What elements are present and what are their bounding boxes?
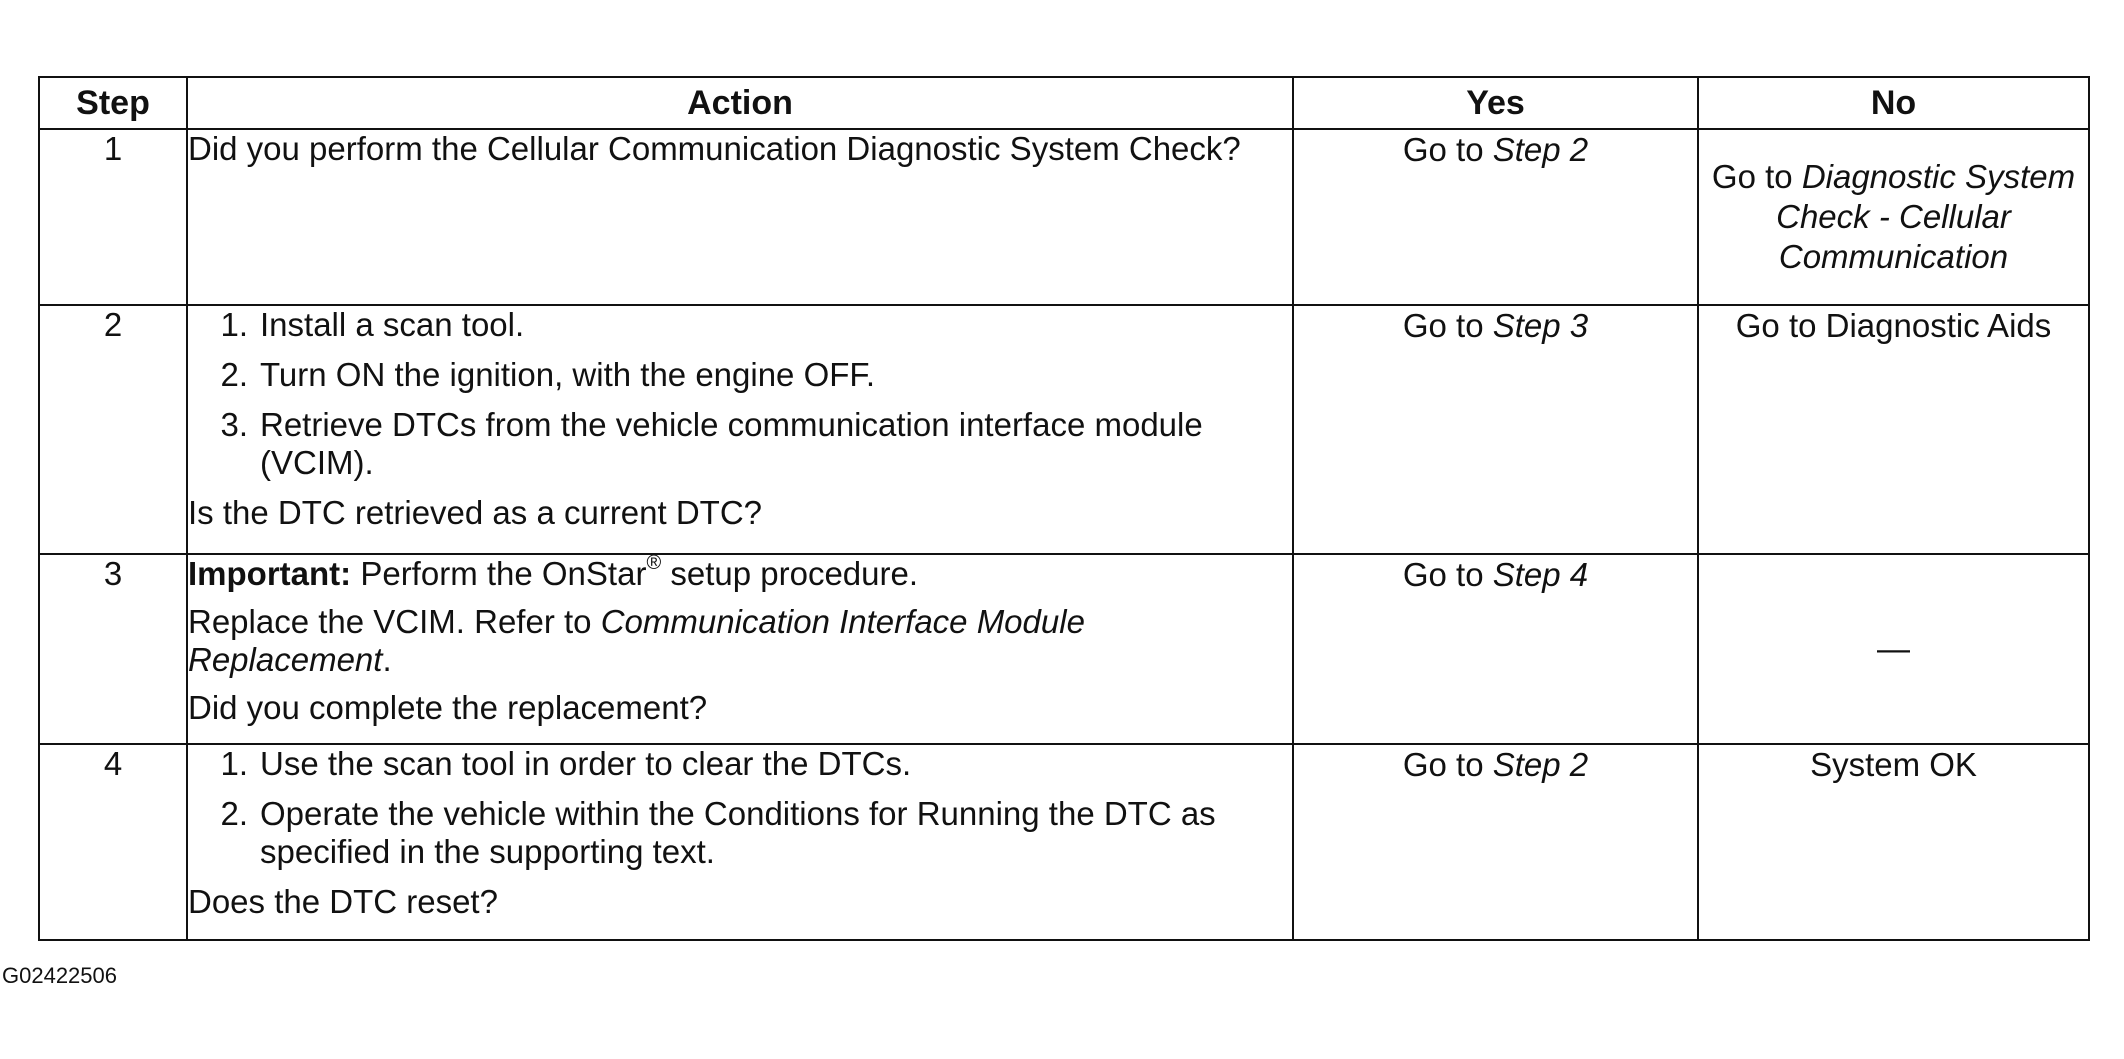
important-text: Perform the OnStar xyxy=(351,555,647,592)
action-cell xyxy=(187,305,1293,554)
table-row xyxy=(39,305,2089,554)
yes-cell xyxy=(1293,305,1698,554)
important-label: Important: xyxy=(188,555,352,592)
no-text: Go to Diagnostic Aids xyxy=(1735,307,2052,344)
header-step: Step xyxy=(39,77,187,129)
important-note xyxy=(188,552,1292,593)
no-cell xyxy=(1698,554,2089,744)
replace-prefix: Replace the VCIM. Refer to xyxy=(188,603,601,640)
list-item-text: Install a scan tool. xyxy=(260,306,525,343)
list-item-number: 1. xyxy=(220,745,248,782)
table-row xyxy=(39,744,2089,940)
header-yes: Yes xyxy=(1293,77,1698,129)
action-steps-list xyxy=(188,306,1292,482)
list-item-number: 2. xyxy=(220,356,248,393)
replacement-procedure-link[interactable]: Communication Interface Module Replacement xyxy=(188,603,1085,678)
list-item-number: 2. xyxy=(220,795,248,832)
list-item-text: Retrieve DTCs from the vehicle communication interface module (VCIM). xyxy=(260,406,1203,481)
yes-prefix: Go to xyxy=(1402,307,1493,344)
step-number: 2 xyxy=(39,305,187,554)
no-dash: — xyxy=(1877,630,1910,667)
action-question: Does the DTC reset? xyxy=(188,883,498,920)
yes-step-link[interactable]: Step 3 xyxy=(1492,307,1589,344)
yes-step-link[interactable]: Step 2 xyxy=(1492,131,1589,168)
replace-suffix: . xyxy=(382,641,392,678)
action-cell xyxy=(187,129,1293,305)
action-question: Did you perform the Cellular Communication Diagnostic System Check? xyxy=(188,130,1241,167)
important-text-end: setup procedure. xyxy=(661,555,919,592)
yes-prefix: Go to xyxy=(1402,556,1493,593)
action-question: Is the DTC retrieved as a current DTC? xyxy=(188,494,763,531)
yes-prefix: Go to xyxy=(1402,131,1493,168)
no-cell xyxy=(1698,305,2089,554)
yes-cell xyxy=(1293,129,1698,305)
diagnostic-table xyxy=(38,76,2090,941)
header-action: Action xyxy=(187,77,1293,129)
list-item xyxy=(188,406,1292,482)
list-item xyxy=(188,795,1292,871)
yes-step-link[interactable]: Step 4 xyxy=(1492,556,1589,593)
yes-cell xyxy=(1293,744,1698,940)
table-row xyxy=(39,129,2089,305)
action-cell xyxy=(187,554,1293,744)
action-steps-list xyxy=(188,745,1292,871)
list-item xyxy=(188,356,1292,394)
header-no: No xyxy=(1698,77,2089,129)
yes-prefix: Go to xyxy=(1402,746,1493,783)
replace-instruction xyxy=(188,603,1292,679)
list-item-number: 3. xyxy=(220,406,248,443)
list-item-text: Use the scan tool in order to clear the DTCs. xyxy=(260,745,912,782)
header-row xyxy=(39,77,2089,129)
no-text: System OK xyxy=(1810,746,1977,783)
yes-cell xyxy=(1293,554,1698,744)
list-item xyxy=(188,306,1292,344)
figure-id: G02422506 xyxy=(2,963,117,988)
table-row xyxy=(39,554,2089,744)
list-item xyxy=(188,745,1292,783)
no-cell xyxy=(1698,744,2089,940)
action-question: Did you complete the replacement? xyxy=(188,689,708,726)
list-item-text: Turn ON the ignition, with the engine OFF. xyxy=(260,356,876,393)
action-cell xyxy=(187,744,1293,940)
step-number: 4 xyxy=(39,744,187,940)
list-item-text: Operate the vehicle within the Conditions for Running the DTC as specified in the supporting text. xyxy=(260,795,1216,870)
no-cell xyxy=(1698,129,2089,305)
yes-step-link[interactable]: Step 2 xyxy=(1492,746,1589,783)
registered-mark: ® xyxy=(646,552,662,574)
no-prefix: Go to xyxy=(1711,158,1802,195)
list-item-number: 1. xyxy=(220,306,248,343)
step-number: 3 xyxy=(39,554,187,744)
step-number: 1 xyxy=(39,129,187,305)
no-link[interactable]: Diagnostic System Check - Cellular Communication xyxy=(1776,158,2076,275)
